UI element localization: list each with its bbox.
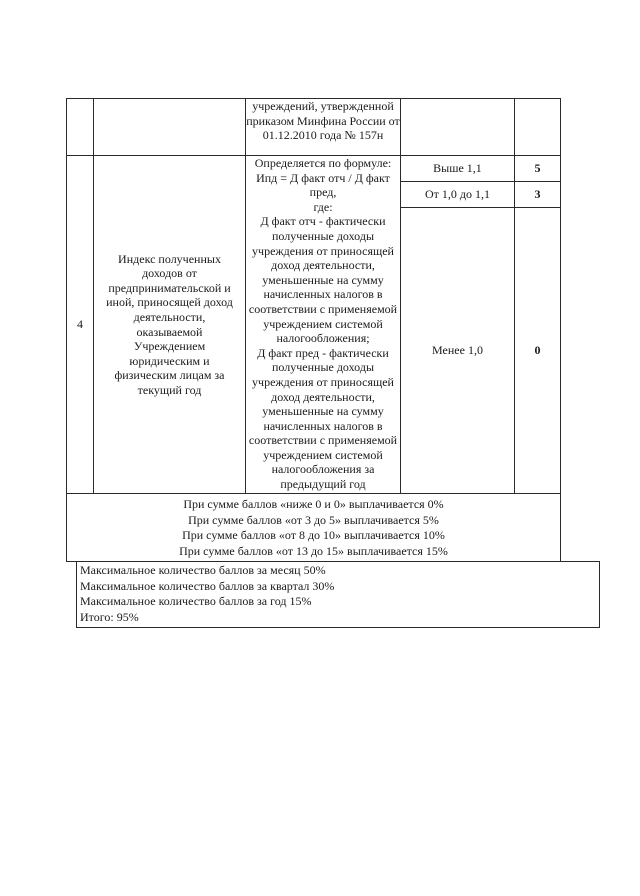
formula-cell [246,156,401,494]
formula-line: начисленных налогов в [263,287,383,302]
criterion-line: иной, приносящей доход [106,295,233,310]
criterion-line: юридическим и [129,353,210,368]
total-line-sum: Итого: 95% [80,609,139,624]
method-text-line: учреждений, утвержденной [252,99,394,113]
continuation-row [67,99,561,156]
formula-line: где: [313,199,333,214]
criterion-line: текущий год [137,382,202,397]
formula-line: учреждения от приносящей [252,374,394,389]
continuation-criterion-cell [94,99,246,156]
formula-line: учреждением системой [263,447,383,462]
formula-line: соответствии с применяемой [248,301,398,316]
formula-line: доход деятельности, [271,258,375,273]
formula-line: доход деятельности, [271,389,375,404]
continuation-method-cell [246,99,401,156]
row-number: 4 [67,156,94,494]
formula-line: налогообложения; [276,331,370,346]
method-text-line: приказом Минфина России от [246,113,400,128]
summary-cell [67,494,561,562]
formula-line: соответствии с применяемой [248,433,398,448]
continuation-range-cell [401,99,515,156]
row-4-range-1 [67,156,561,182]
range-score: 5 [515,156,561,182]
method-text-line: 01.12.2010 года № 157н [262,128,384,143]
criterion-name-cell [94,156,246,494]
formula-line: предыдущий год [280,477,366,492]
totals-table [76,561,600,628]
formula-line: Определяется по формуле: [254,156,392,170]
formula-line: Ипд = Д факт отч / Д факт [256,170,390,185]
totals-row [77,562,600,628]
summary-line: При сумме баллов «от 3 до 5» выплачивается 5% [188,512,439,527]
range-label: Менее 1,0 [401,208,515,494]
formula-line: пред, [309,185,337,200]
formula-line: уменьшенные на сумму [262,404,384,419]
range-score: 0 [515,208,561,494]
criterion-line: Индекс полученных [118,251,221,266]
formula-line: налогообложения за [271,462,375,477]
totals-cell [77,562,600,628]
summary-row [67,494,561,562]
range-label: От 1,0 до 1,1 [401,182,515,208]
range-score: 3 [515,182,561,208]
formula-line: уменьшенные на сумму [262,272,384,287]
criterion-line: предпринимательской и [108,280,231,295]
formula-line: полученные доходы [271,228,375,243]
summary-line: При сумме баллов «от 8 до 10» выплачивается 10% [182,528,445,542]
criterion-line: оказываемой [136,324,203,339]
total-line-month: Максимальное количество баллов за месяц 50% [80,563,326,577]
criterion-line: физическим лицам за [114,368,225,383]
continuation-score-cell [515,99,561,156]
range-label: Выше 1,1 [401,156,515,182]
criterion-line: Учреждением [133,339,206,354]
formula-line: Д факт отч - фактически [260,214,386,229]
total-line-year: Максимальное количество баллов за год 15% [80,594,312,609]
continuation-number-cell [67,99,94,156]
summary-line: При сумме баллов «от 13 до 15» выплачивается 15% [179,543,448,558]
formula-line: Д факт пред - фактически [257,345,389,360]
criteria-table [66,98,561,562]
formula-line: учреждением системой [263,316,383,331]
formula-line: начисленных налогов в [263,418,383,433]
criterion-line: доходов от [142,266,197,281]
criterion-line: деятельности, [133,309,206,324]
total-line-quarter: Максимальное количество баллов за квартал 30% [80,578,335,593]
formula-line: учреждения от приносящей [252,243,394,258]
formula-line: полученные доходы [271,360,375,375]
summary-line: При сумме баллов «ниже 0 и 0» выплачивается 0% [183,497,444,511]
